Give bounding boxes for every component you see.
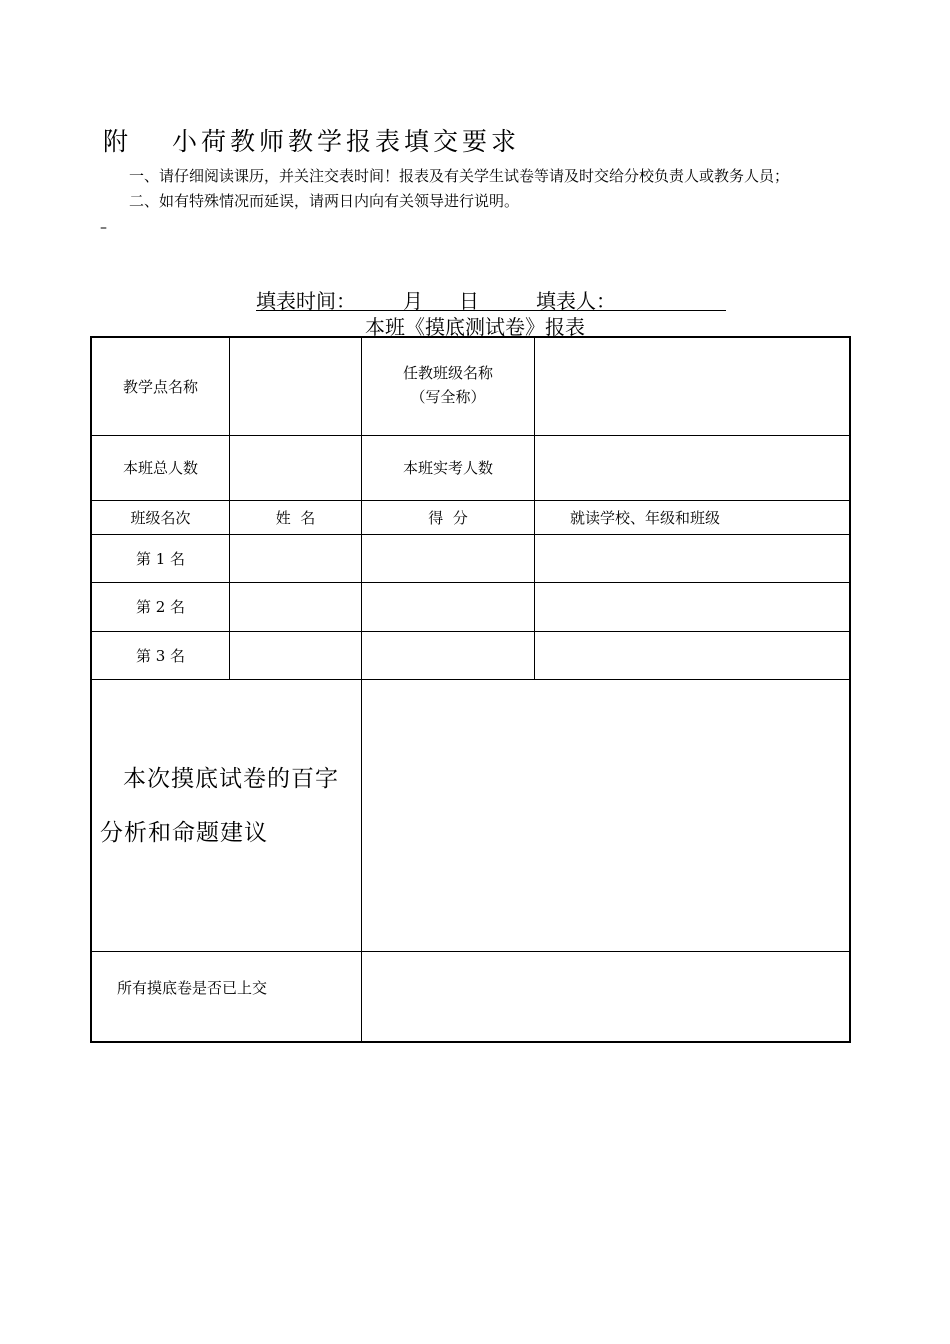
col-header-score: 得 分 bbox=[428, 508, 468, 527]
report-form bbox=[90, 336, 851, 1043]
submitted-label: 所有摸底卷是否已上交 bbox=[117, 979, 268, 997]
col-header-name: 姓 名 bbox=[275, 508, 316, 527]
analysis-value[interactable] bbox=[362, 680, 849, 951]
total-students-label: 本班总人数 bbox=[122, 459, 198, 477]
class-name-note: （写全称） bbox=[410, 388, 486, 406]
form-title: 本班《摸底测试卷》报表 bbox=[365, 315, 585, 339]
title-prefix: 附 bbox=[103, 127, 133, 156]
col-header-school: 就读学校、年级和班级 bbox=[569, 508, 720, 527]
rank-1-label: 第 1 名 bbox=[135, 549, 186, 568]
rank-1-name[interactable] bbox=[230, 535, 361, 582]
fill-month-label: 月 bbox=[403, 289, 423, 313]
rank-2-school[interactable] bbox=[535, 583, 849, 631]
rank-1-school[interactable] bbox=[535, 535, 849, 582]
rank-3-score[interactable] bbox=[362, 632, 534, 679]
class-name-value[interactable] bbox=[535, 338, 849, 435]
rank-3-school[interactable] bbox=[535, 632, 849, 679]
actual-students-label: 本班实考人数 bbox=[402, 459, 493, 477]
rank-3-name[interactable] bbox=[230, 632, 361, 679]
rank-1-score[interactable] bbox=[362, 535, 534, 582]
rank-2-label: 第 2 名 bbox=[135, 598, 186, 616]
teaching-point-value[interactable] bbox=[230, 338, 361, 435]
fill-day-label: 日 bbox=[459, 289, 479, 313]
title-text: 小荷教师教学报表填交要求 bbox=[172, 127, 521, 156]
analysis-label-line-1: 本次摸底试卷的百字 bbox=[123, 766, 339, 792]
analysis-label bbox=[100, 752, 360, 860]
filler-label: 填表人： bbox=[536, 289, 616, 313]
requirement-2: 二、如有特殊情况而延误，请两日内向有关领导进行说明。 bbox=[129, 192, 520, 210]
total-students-value[interactable] bbox=[230, 436, 361, 500]
class-name-label: 任教班级名称 bbox=[402, 364, 493, 382]
actual-students-value[interactable] bbox=[535, 436, 849, 500]
stray-mark: – bbox=[100, 220, 107, 236]
analysis-label-line-2: 分析和命题建议 bbox=[100, 820, 268, 846]
fill-info-line bbox=[256, 285, 726, 311]
fill-time-label: 填表时间： bbox=[256, 289, 356, 313]
rank-2-score[interactable] bbox=[362, 583, 534, 631]
col-header-rank: 班级名次 bbox=[130, 508, 191, 527]
submitted-value[interactable] bbox=[362, 952, 849, 1041]
page-title bbox=[103, 122, 520, 158]
class-name-label-cell bbox=[362, 350, 534, 420]
rank-2-name[interactable] bbox=[230, 583, 361, 631]
teaching-point-label: 教学点名称 bbox=[122, 377, 198, 396]
requirement-1: 一、请仔细阅读课历，并关注交表时间！报表及有关学生试卷等请及时交给分校负责人或教务人员； bbox=[129, 167, 790, 185]
rank-3-label: 第 3 名 bbox=[135, 646, 186, 665]
